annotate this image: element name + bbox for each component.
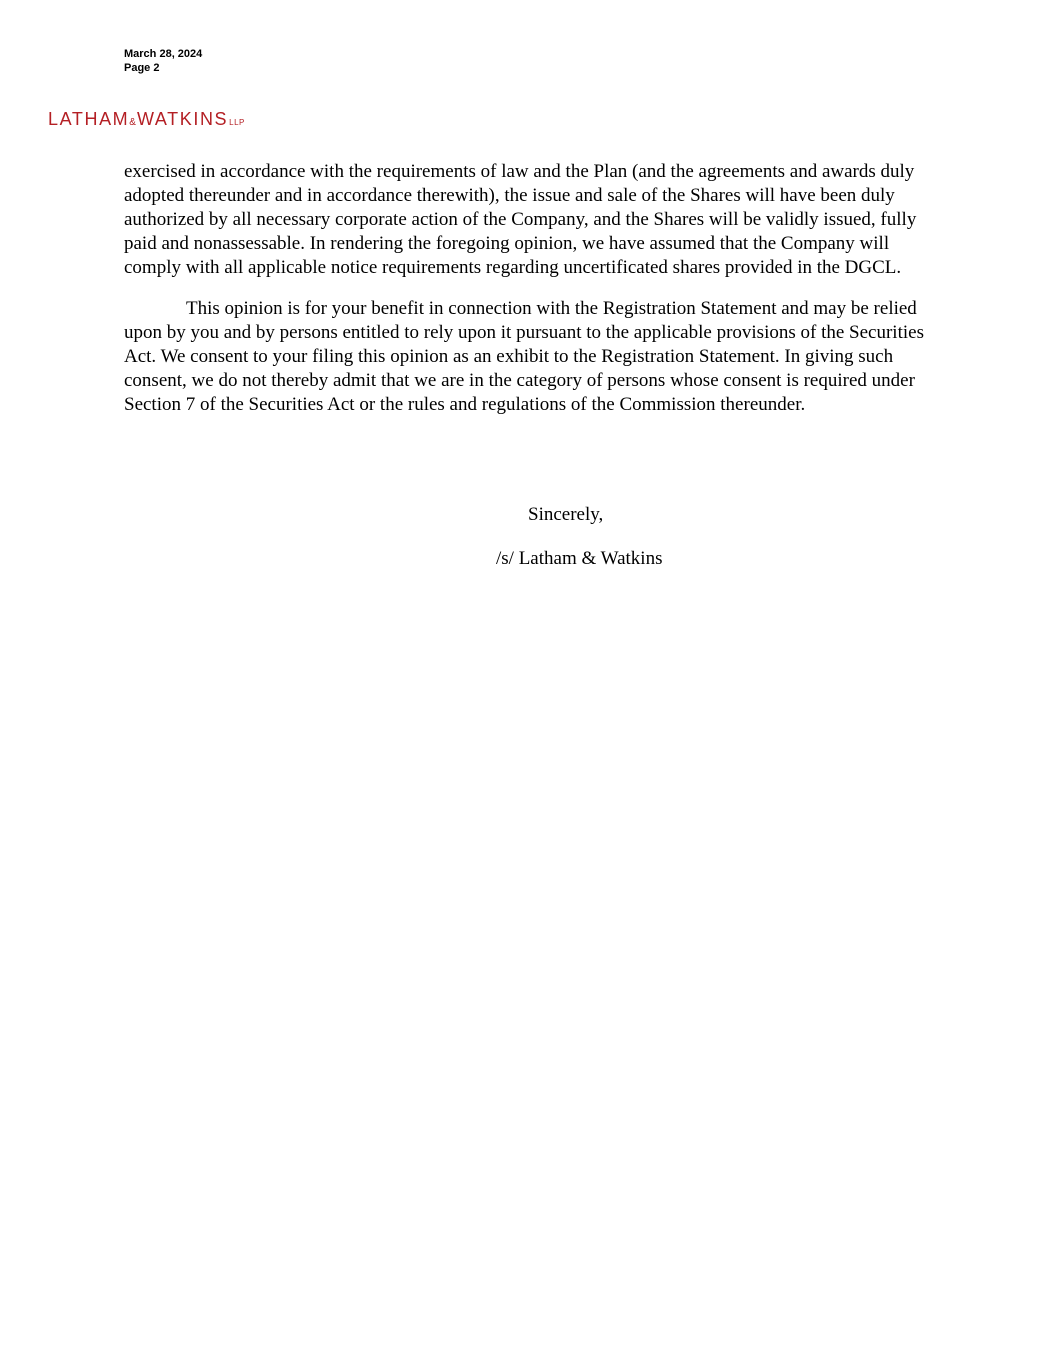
- logo-llp: LLP: [229, 118, 245, 127]
- letter-date: March 28, 2024: [124, 48, 203, 60]
- closing-salutation: Sincerely,: [528, 504, 604, 525]
- logo-latham: LATHAM: [48, 109, 130, 129]
- body-paragraph-1: exercised in accordance with the requirements of law and the Plan (and the agreements and awards duly adopted thereunder and in accordance therewith), the issue and sale of the Shares will have been duly authorized by all necessary corporate action of the Company, and the Shares will be validly issued, fully paid and nonassessable. In rendering the foregoing opinion, we have assumed that the Company will comply with all applicable notice requirements regarding uncertificated shares provided in the DGCL.: [124, 161, 917, 278]
- firm-logo: [48, 109, 245, 129]
- body-paragraph-2: This opinion is for your benefit in connection with the Registration Statement and may be relied upon by you and by persons entitled to rely upon it pursuant to the applicable provisions of the Securities Act. We consent to your filing this opinion as an exhibit to the Registration Statement. In giving such consent, we do not thereby admit that we are in the category of persons whose consent is required under Section 7 of the Securities Act or the rules and regulations of the Commission thereunder.: [124, 298, 924, 415]
- signature-line: /s/ Latham & Watkins: [496, 548, 663, 569]
- page-header: [124, 47, 202, 75]
- letter-body: [124, 160, 939, 417]
- logo-watkins: WATKINS: [136, 109, 229, 129]
- logo-ampersand: &: [129, 117, 136, 128]
- page-number: Page 2: [124, 62, 160, 74]
